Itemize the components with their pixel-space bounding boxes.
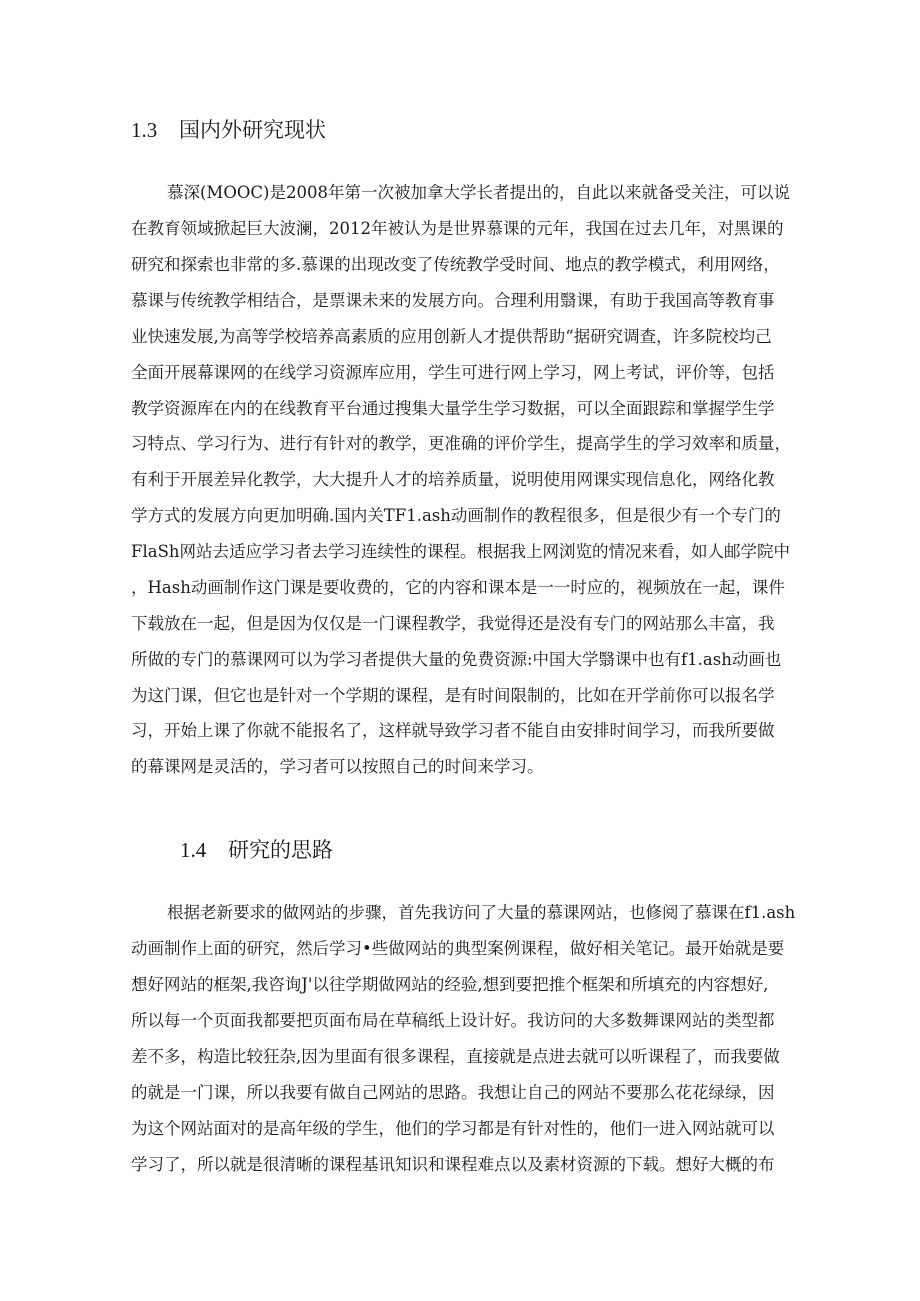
paragraph-line: 在教育领域掀起巨大波澜，2012年被认为是世界慕课的元年，我国在过去几年，对黑课的 bbox=[131, 219, 784, 238]
paragraph-line: 所以每一个页面我都要把页面布局在草稿纸上设计好。我访问的大多数舞课网站的类型都 bbox=[131, 1011, 775, 1030]
paragraph-line: 全面开展幕课网的在线学习资源库应用，学生可进行网上学习，网上考试，评价等，包括 bbox=[131, 363, 775, 382]
section-title: 研究的思路 bbox=[228, 838, 333, 862]
paragraph-line: 研究和探索也非常的多.慕课的出现改变了传统教学受时间、地点的教学模式，利用网络， bbox=[131, 255, 780, 274]
paragraph-line: 有利于开展差异化教学，大大提升人才的培养质量，说明使用网课实现信息化，网络化教 bbox=[131, 470, 775, 489]
paragraph-line: 想好网站的框架,我咨询J'以往学期做网站的经验,想到要把推个框架和所填充的内容想好, bbox=[131, 975, 769, 994]
section-number: 1.4 bbox=[180, 838, 207, 862]
section-heading-1-3 bbox=[131, 116, 326, 144]
paragraph-line: FlaSh网站去适应学习者去学习连续性的课程。根据我上网浏览的情况来看，如人邮学院中 bbox=[131, 542, 790, 561]
paragraph-line: 为这门课，但它也是针对一个学期的课程，是有时间限制的，比如在开学前你可以报名学 bbox=[131, 686, 775, 705]
paragraph-line: 差不多，构造比较狂杂,因为里面有很多课程，直接就是点进去就可以听课程了，而我要做 bbox=[131, 1047, 780, 1066]
paragraph-line: 习，开始上课了你就不能报名了，这样就导致学习者不能自由安排时间学习，而我所要做 bbox=[131, 721, 775, 740]
paragraph-line: ，Hash动画制作这门课是要收费的，它的内容和课本是一一时应的，视频放在一起，课件 bbox=[131, 578, 785, 597]
section-number: 1.3 bbox=[131, 118, 158, 142]
paragraph-line: 下载放在一起，但是因为仅仅是一门课程教学，我觉得还是没有专门的网站那么丰富，我 bbox=[131, 614, 775, 633]
paragraph-line: 教学资源库在内的在线教育平台通过搜集大量学生学习数据，可以全面跟踪和掌握学生学 bbox=[131, 399, 775, 418]
paragraph-line: 慕课与传统教学相结合，是票课未来的发展方向。合理利用翳课，有助于我国高等教育事 bbox=[131, 291, 775, 310]
paragraph-line: 业快速发展,为高等学校培养高素质的应用创新人才提供帮助“据研究调查，许多院校均己 bbox=[131, 327, 772, 346]
paragraph-line: 的幕课网是灵活的，学习者可以按照自己的时间来学习。 bbox=[131, 757, 544, 776]
paragraph-line: 慕深(MOOC)是2008年第一次被加拿大学长者提出的，自此以来就备受关注，可以说 bbox=[167, 183, 790, 202]
paragraph-line: 学方式的发展方向更加明确.国内关TF1.ash动画制作的教程很多，但是很少有一个专门的 bbox=[131, 506, 781, 525]
paragraph-line: 习特点、学习行为、进行有针对的教学，更准确的评价学生，提高学生的学习效率和质量， bbox=[131, 434, 791, 453]
paragraph-line: 所做的专门的慕课网可以为学习者提供大量的免费资源:中国大学翳课中也有f1.ash动画也 bbox=[131, 650, 782, 669]
paragraph-line: 的就是一门课，所以我要有做自己网站的思路。我想让自己的网站不要那么花花绿绿，因 bbox=[131, 1083, 775, 1102]
section-title: 国内外研究现状 bbox=[179, 118, 326, 142]
section-heading-1-4 bbox=[180, 836, 333, 864]
paragraph-line: 动画制作上面的研究，然后学习•些做网站的典型案例课程，做好相关笔记。最开始就是要 bbox=[131, 939, 785, 958]
paragraph-line: 学习了，所以就是很清晰的课程基讯知识和课程难点以及素材资源的下载。想好大概的布 bbox=[131, 1155, 775, 1174]
paragraph-line: 根据老新要求的做网站的步骤，首先我访问了大量的慕课网站，也修阅了慕课在f1.ash bbox=[167, 903, 796, 922]
paragraph-line: 为这个网站面对的是高年级的学生，他们的学习都是有针对性的，他们一进入网站就可以 bbox=[131, 1119, 775, 1138]
